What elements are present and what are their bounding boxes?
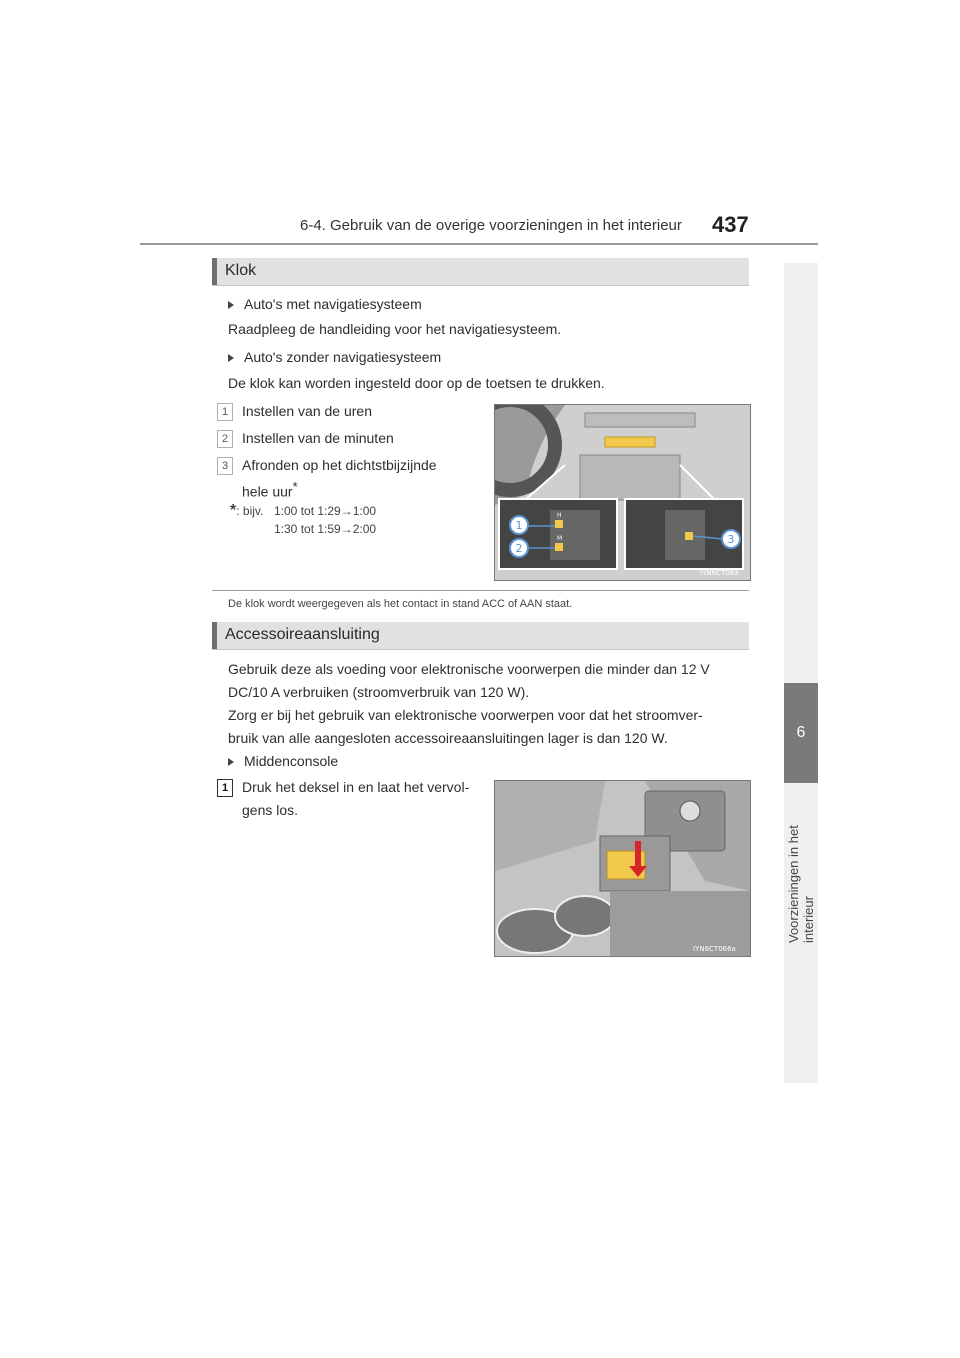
bullet-nav: [228, 296, 422, 312]
page-number: 437: [712, 212, 749, 237]
footnote: [230, 502, 263, 520]
accessoire-para-1: Gebruik deze als voeding voor elektronische voorwerpen die minder dan 12 V: [228, 661, 710, 677]
ignition-note: De klok wordt weergegeven als het contact in stand ACC of AAN staat.: [228, 598, 573, 610]
text-nav: Raadpleeg de handleiding voor het navigatiesysteem.: [228, 321, 562, 337]
item-text-3-line1: Afronden op het dichtstbijzijnde: [242, 457, 437, 473]
console-image: [494, 780, 751, 957]
item-text-3-line2: hele uur: [242, 483, 293, 500]
triangle-bullet-icon: [228, 354, 234, 362]
clock-highlight: [605, 437, 655, 447]
image-code-clock: IYN6CT063: [700, 569, 739, 577]
bullet-middenconsole: [228, 753, 338, 769]
item-text-1: Instellen van de uren: [242, 403, 372, 419]
bullet-no-nav-text: Auto's zonder navigatiesysteem: [244, 349, 442, 365]
section-title-accessoire: Accessoireaansluiting: [225, 626, 380, 643]
console-illustration: [495, 781, 750, 956]
bullet-middenconsole-text: Middenconsole: [244, 753, 339, 769]
callout-2: 2: [515, 542, 523, 555]
footnote-prefix: : bijv.: [236, 504, 264, 518]
accessoire-para-2: DC/10 A verbruiken (stroomverbruik van 120 W).: [228, 684, 530, 700]
label-m: M: [557, 535, 563, 542]
callout-1: 1: [515, 519, 523, 532]
accessoire-para-3: Zorg er bij het gebruik van elektronische voorwerpen voor dat het stroomver-: [228, 707, 703, 723]
footnote-line1: 1:00 tot 1:29→1:00: [274, 504, 377, 518]
section-accent: [212, 622, 217, 649]
footnote-marker: *: [292, 479, 298, 494]
item-number-1: 1: [217, 403, 233, 421]
clock-buttons-image: [494, 404, 751, 581]
text-no-nav: De klok kan worden ingesteld door op de toetsen te drukken.: [228, 375, 605, 391]
item-number-2: 2: [217, 430, 233, 448]
bullet-nav-text: Auto's met navigatiesysteem: [244, 296, 422, 312]
round-button: [685, 532, 693, 540]
step-text-2: gens los.: [242, 802, 299, 818]
callout-3: 3: [727, 533, 735, 546]
chapter-number-tab: 6: [784, 683, 818, 783]
image-code-console: IYN6CT066a: [693, 945, 736, 953]
accessoire-para-4: bruik van alle aangesloten accessoireaansluitingen lager is dan 120 W.: [228, 730, 668, 746]
section-header-klok: [212, 258, 749, 286]
bullet-no-nav: [228, 349, 441, 365]
section-accent: [212, 258, 217, 285]
step-text-1: Druk het deksel in en laat het vervol-: [242, 779, 470, 795]
hour-button: [555, 520, 563, 528]
section-title-klok: Klok: [225, 262, 257, 279]
chapter-title: 6-4. Gebruik van de overige voorzieningen in het interieur: [300, 217, 682, 234]
label-h: H: [557, 512, 562, 519]
item-number-3: 3: [217, 457, 233, 475]
triangle-bullet-icon: [228, 758, 234, 766]
section-header-accessoire: [212, 622, 749, 650]
item-text-2: Instellen van de minuten: [242, 430, 394, 446]
note-rule: [212, 590, 749, 591]
item-text-3-cont: [242, 474, 298, 505]
minute-button: [555, 543, 563, 551]
footnote-star: *: [230, 502, 237, 519]
side-tab-top: [784, 263, 818, 683]
header-rule: [140, 243, 818, 245]
chapter-label-vertical: Voorzieningen in het interieur: [786, 825, 816, 943]
step-number-1: 1: [217, 779, 233, 797]
footnote-line2: 1:30 tot 1:59→2:00: [274, 522, 377, 536]
dashboard-illustration: [495, 405, 750, 580]
triangle-bullet-icon: [228, 301, 234, 309]
